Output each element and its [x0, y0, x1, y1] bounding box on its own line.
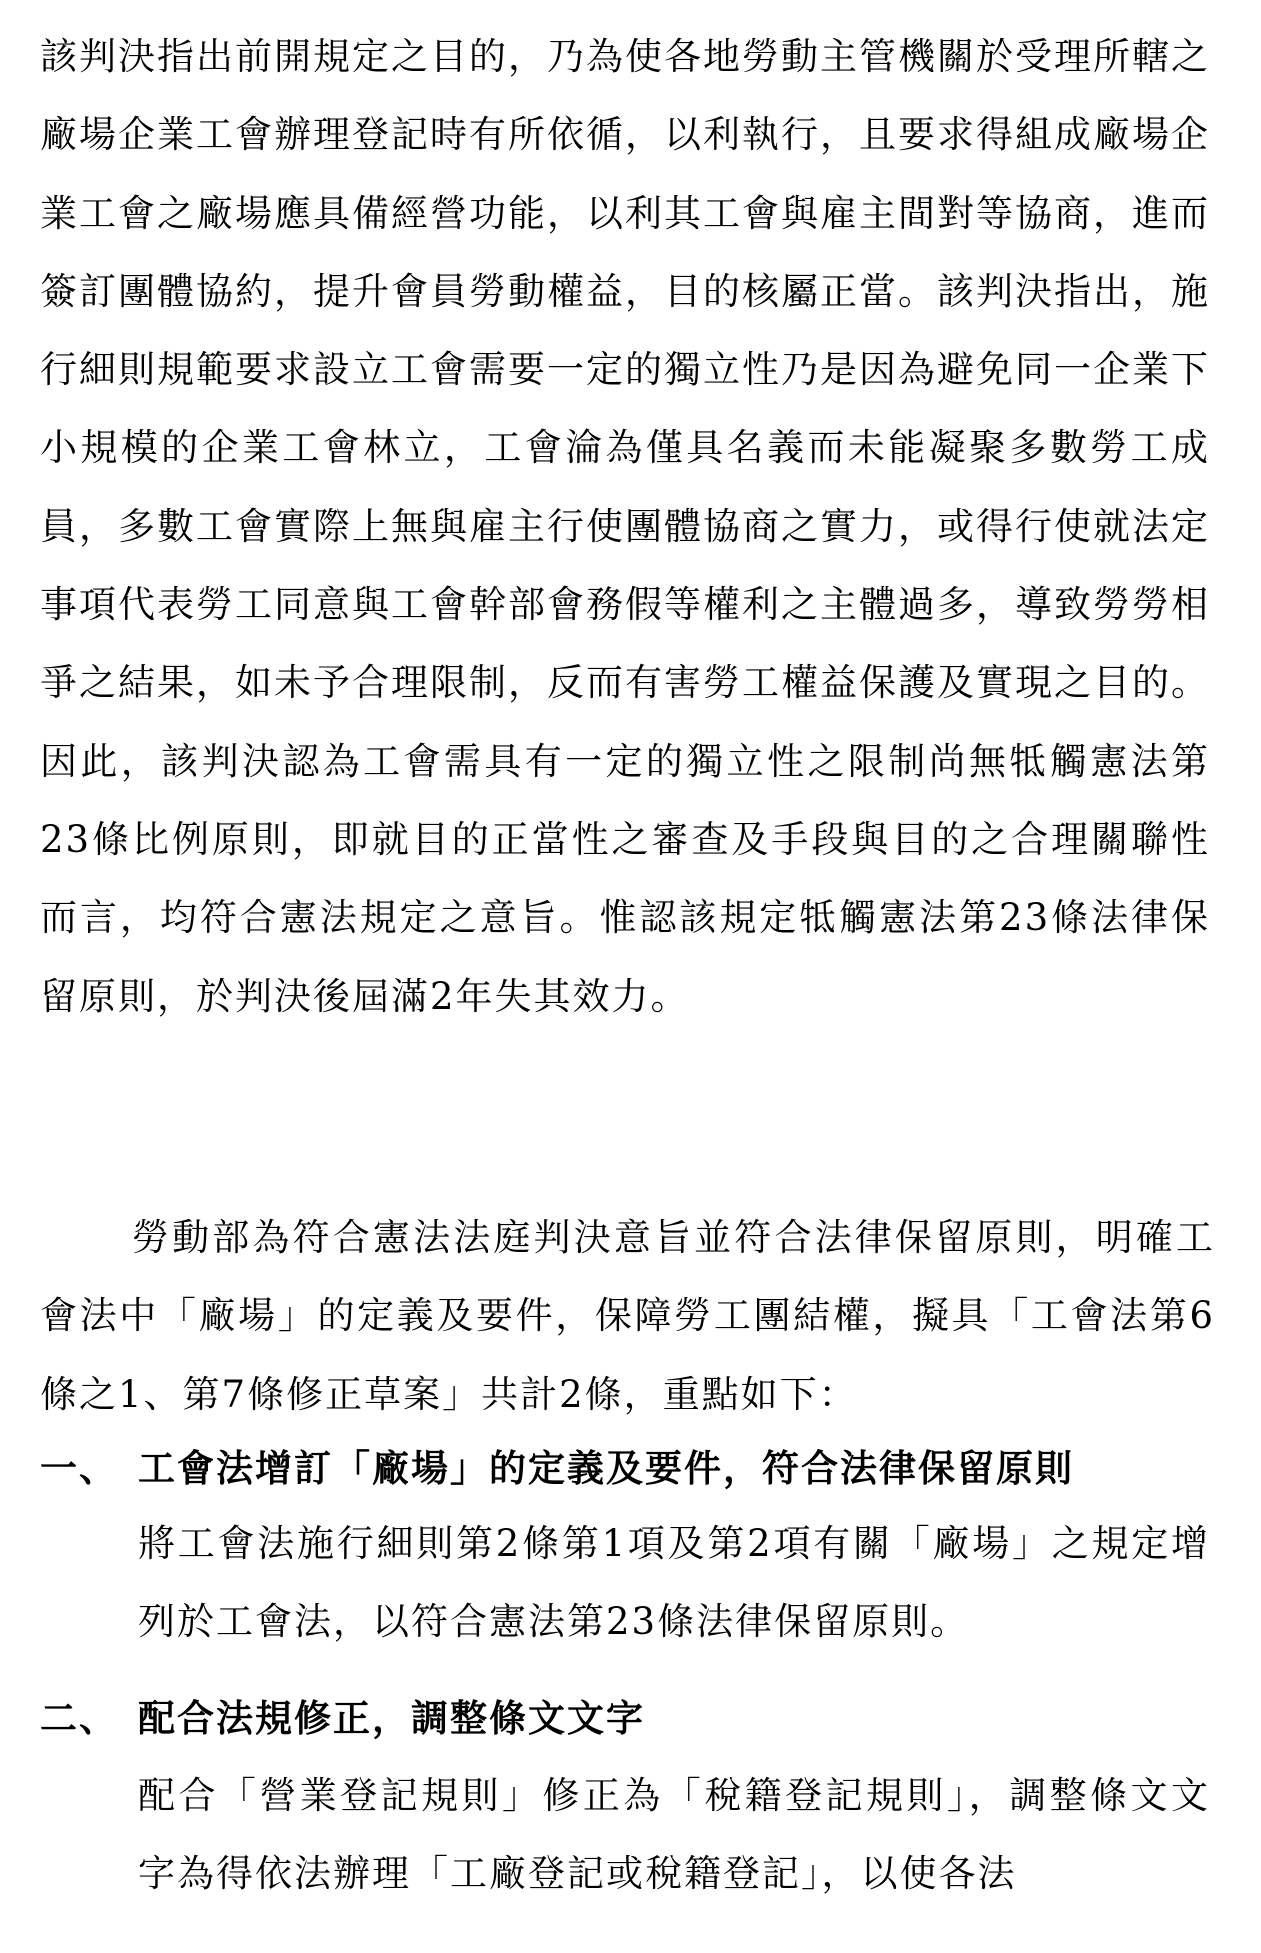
section-heading-text: 配合法規修正，調整條文文字	[138, 1696, 645, 1740]
section-heading	[40, 1693, 645, 1743]
body-paragraph: 該判決指出前開規定之目的，乃為使各地勞動主管機關於受理所轄之廠場企業工會辦理登記時有所依循，以利執行，且要求得組成廠場企業工會之廠場應具備經營功能，以利其工會與雇主間對等協商，進而簽訂團體協約，提升會員勞動權益，目的核屬正當。該判決指出，施行細則規範要求設立工會需要一定的獨立性乃是因為避免同一企業下小規模的企業工會林立，工會淪為僅具名義而未能凝聚多數勞工成員，多數工會實際上無與雇主行使團體協商之實力，或得行使就法定事項代表勞工同意與工會幹部會務假等權利之主體過多，導致勞勞相爭之結果，如未予合理限制，反而有害勞工權益保護及實現之目的。因此，該判決認為工會需具有一定的獨立性之限制尚無牴觸憲法第23條比例原則，即就目的正當性之審查及手段與目的之合理關聯性而言，均符合憲法規定之意旨。惟認該規定牴觸憲法第23條法律保留原則，於判決後屆滿2年失其效力。	[40, 35, 1210, 1018]
section-heading	[40, 1443, 1074, 1493]
body-paragraph: 勞動部為符合憲法法庭判決意旨並符合法律保留原則，明確工會法中「廠場」的定義及要件，保障勞工團結權，擬具「工會法第6條之1、第7條修正草案」共計2條，重點如下：	[40, 1216, 1215, 1416]
section-number: 一、	[40, 1446, 118, 1490]
section-number: 二、	[40, 1696, 118, 1740]
section-body: 將工會法施行細則第2條第1項及第2項有關「廠場」之規定增列於工會法，以符合憲法第23條法律保留原則。	[138, 1522, 1210, 1644]
section-heading-text: 工會法增訂「廠場」的定義及要件，符合法律保留原則	[138, 1446, 1074, 1490]
section-body: 配合「營業登記規則」修正為「稅籍登記規則」，調整條文文字為得依法辦理「工廠登記或稅籍登記」，以使各法	[138, 1774, 1210, 1896]
